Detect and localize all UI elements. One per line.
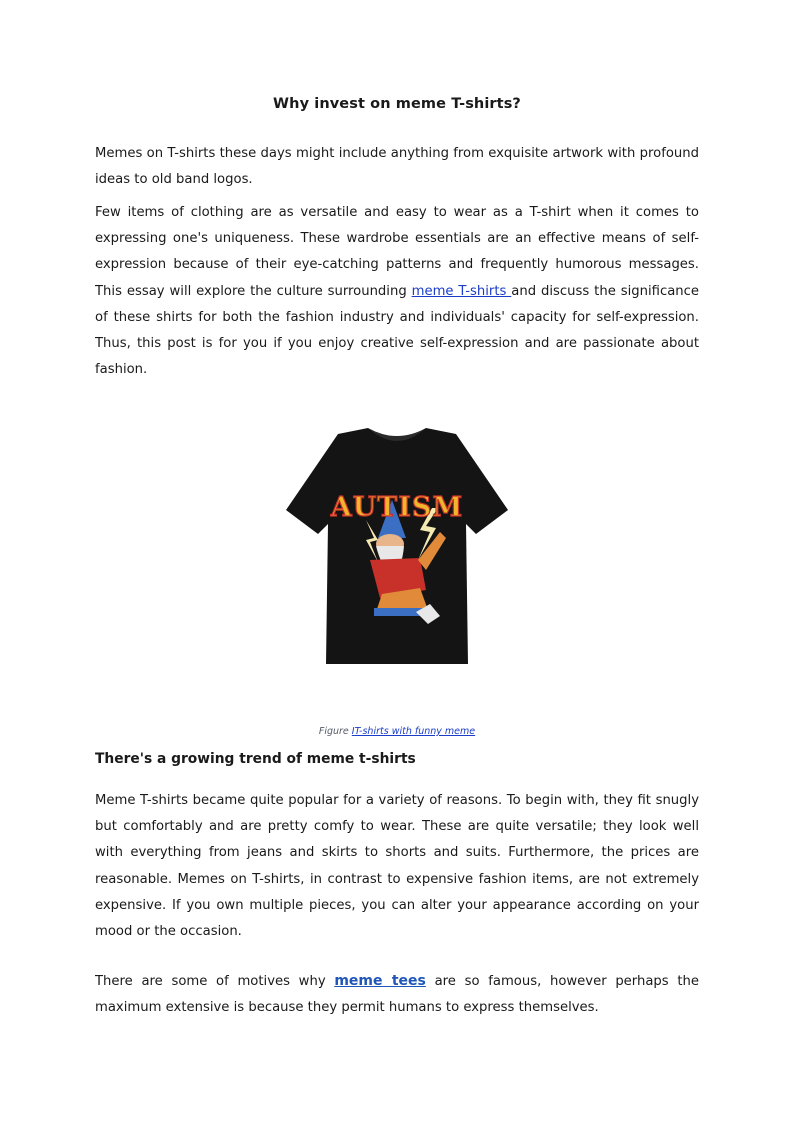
caption-link[interactable]: T-shirts with funny meme xyxy=(354,726,476,737)
tshirt-figure xyxy=(270,420,524,682)
motives-paragraph xyxy=(95,968,699,1021)
meme-tshirt-image xyxy=(270,420,524,682)
section-heading: There's a growing trend of meme t-shirts xyxy=(95,751,416,767)
caption-number[interactable]: I xyxy=(351,726,355,737)
culture-text-before: Few items of clothing are as versatile and easy to wear as a T-shirt when it comes to expressing one's uniqueness. These wardrobe essentials are an effective means of self-expression because of their eye-catching patterns and frequently humorous messages. This essay will explore the culture surrounding xyxy=(95,205,699,299)
motives-text-before: There are some of motives why xyxy=(95,974,335,989)
intro-paragraph: Memes on T-shirts these days might include anything from exquisite artwork with profound ideas to old band logos. xyxy=(95,146,699,188)
popularity-paragraph: Meme T-shirts became quite popular for a variety of reasons. To begin with, they fit snugly but comfortably and are pretty comfy to wear. These are quite versatile; they look well with everything from jeans and skirts to shorts and suits. Furthermore, the prices are reasonable. Memes on T-shirts, in contrast to expensive fashion items, are not extremely expensive. If you own multiple pieces, you can alter your appearance according on your mood or the occasion. xyxy=(95,793,699,940)
meme-tees-link[interactable]: meme tees xyxy=(334,973,426,989)
culture-text-after: and discuss the significance of these shirts for both the fashion industry and individuals' capacity for self-expression. Thus, this post is for you if you enjoy creative self-expression and are passionate about fashion. xyxy=(95,283,699,378)
meme-tshirts-link[interactable]: meme T-shirts xyxy=(411,283,512,299)
caption-prefix: Figure xyxy=(318,726,352,737)
motives-text-after: are so famous, however perhaps the maximum extensive is because they permit humans to express themselves. xyxy=(95,974,700,1016)
culture-paragraph xyxy=(95,200,699,383)
page-title: Why invest on meme T-shirts? xyxy=(273,96,521,112)
shirt-print-text: AUTISM xyxy=(330,492,464,523)
figure-caption xyxy=(0,726,794,737)
